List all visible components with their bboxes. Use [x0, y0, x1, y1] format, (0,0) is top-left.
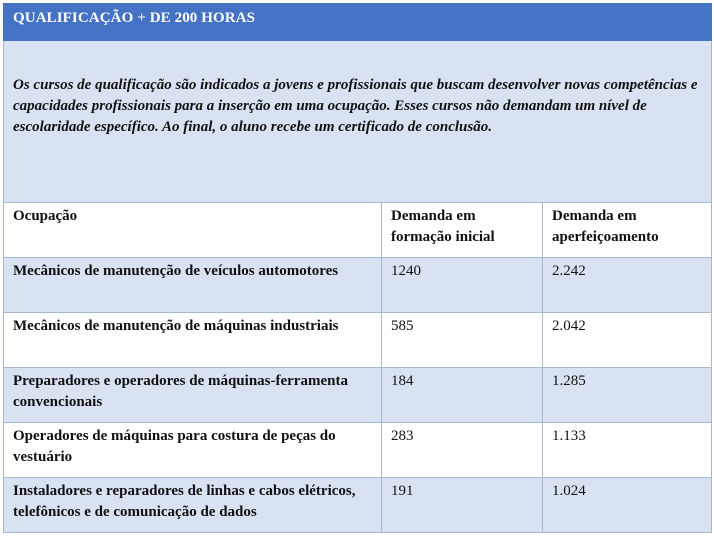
- intro-paragraph: Os cursos de qualificação são indicados a jovens e profissionais que buscam desenvolver novas competências e capacidades profissionais para a inserção em uma ocupação. Esses cursos não demandam um nível de escolaridade específico. Ao final, o aluno recebe um certificado de conclusão.: [13, 77, 698, 135]
- improvement-demand-cell: [543, 478, 712, 533]
- header-cell-improvement-demand: [543, 203, 712, 258]
- occupation-name: Mecânicos de manutenção de veículos automotores: [13, 263, 339, 279]
- column-header-initial-demand: Demanda em formação inicial: [391, 208, 495, 245]
- table-row: [4, 258, 712, 313]
- occupation-name: Mecânicos de manutenção de máquinas industriais: [13, 318, 339, 334]
- improvement-demand-cell: [543, 368, 712, 423]
- improvement-demand-value: 2.042: [552, 318, 586, 334]
- initial-demand-cell: [382, 313, 543, 368]
- intro-row: [4, 41, 712, 203]
- initial-demand-cell: [382, 258, 543, 313]
- table-row: [4, 313, 712, 368]
- occupation-cell: [4, 368, 382, 423]
- initial-demand-cell: [382, 478, 543, 533]
- initial-demand-value: 283: [391, 428, 414, 444]
- improvement-demand-cell: [543, 258, 712, 313]
- improvement-demand-value: 1.285: [552, 373, 586, 389]
- occupation-cell: [4, 423, 382, 478]
- qualification-table: [3, 3, 712, 533]
- table-row: [4, 478, 712, 533]
- column-header-improvement-demand: Demanda em aperfeiçoamento: [552, 208, 659, 245]
- initial-demand-value: 1240: [391, 263, 421, 279]
- occupation-name: Preparadores e operadores de máquinas-ferramenta convencionais: [13, 373, 348, 410]
- initial-demand-cell: [382, 423, 543, 478]
- header-cell-initial-demand: [382, 203, 543, 258]
- table-header-row: [4, 203, 712, 258]
- occupation-cell: [4, 258, 382, 313]
- initial-demand-value: 184: [391, 373, 414, 389]
- improvement-demand-cell: [543, 313, 712, 368]
- improvement-demand-value: 1.133: [552, 428, 586, 444]
- improvement-demand-value: 1.024: [552, 483, 586, 499]
- column-header-occupation: Ocupação: [13, 208, 78, 224]
- intro-cell: [4, 41, 712, 203]
- occupation-name: Instaladores e reparadores de linhas e cabos elétricos, telefônicos e de comunicação de dados: [13, 483, 356, 520]
- table-row: [4, 368, 712, 423]
- table-row: [4, 423, 712, 478]
- improvement-demand-cell: [543, 423, 712, 478]
- occupation-cell: [4, 478, 382, 533]
- initial-demand-cell: [382, 368, 543, 423]
- occupation-name: Operadores de máquinas para costura de peças do vestuário: [13, 428, 336, 465]
- initial-demand-value: 585: [391, 318, 414, 334]
- header-cell-occupation: [4, 203, 382, 258]
- title-cell: [4, 4, 712, 41]
- qualification-document: [3, 3, 711, 534]
- title-row: [4, 4, 712, 41]
- improvement-demand-value: 2.242: [552, 263, 586, 279]
- initial-demand-value: 191: [391, 483, 414, 499]
- page-title: QUALIFICAÇÃO + DE 200 HORAS: [13, 10, 256, 26]
- occupation-cell: [4, 313, 382, 368]
